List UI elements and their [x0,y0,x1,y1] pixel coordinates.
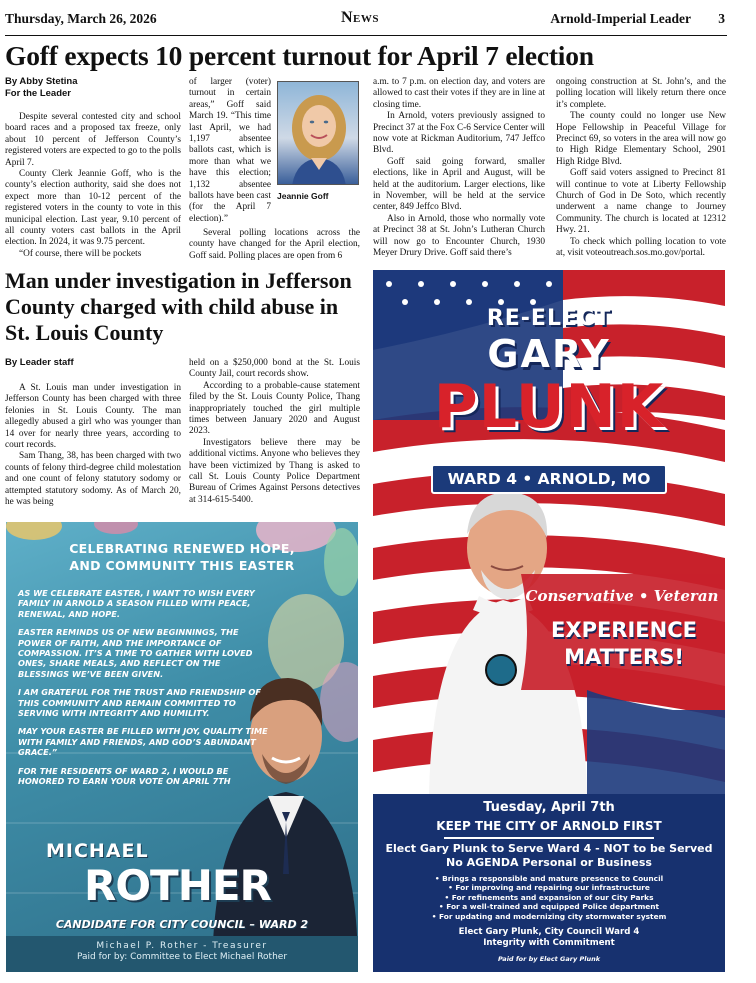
election-date: Tuesday, April 7th [483,800,615,815]
message-paragraph: MAY YOUR EASTER BE FILLED WITH JOY, QUALITY TIME WITH FAMILY AND FRIENDS, AND GOD’S ABUNDANT GRACE.” [18,726,268,758]
elect-line-1: Elect Gary Plunk to Serve Ward 4 - NOT to be Served [385,841,713,855]
article-1-col-3 [373,77,545,260]
paragraph: A St. Louis man under investigation in Jefferson County has been charged with three felonies in St. Louis County. The man allegedly abused a girl who was younger than 14 over for nearly three years, according to court records. [5,383,181,451]
experience-matters [523,617,725,671]
article-1-col-2-bottom [189,228,360,262]
message-paragraph: I AM GRATEFUL FOR THE TRUST AND FRIENDSHIP OF THIS COMMUNITY AND REMAIN COMMITTED TO SERVING WITH INTEGRITY AND HUMILITY. [18,687,261,719]
candidate-first-name: MICHAEL [46,840,149,862]
reelect-label: RE-ELECT [486,306,612,331]
list-item: • For updating and modernizing city stormwater system [431,911,667,921]
issue-date: Thursday, March 26, 2026 [5,11,157,26]
elect-line-2: No AGENDA Personal or Business [446,855,652,869]
page-number: 3 [718,11,725,26]
article-1-headline: Goff expects 10 percent turnout for April 7 election [5,40,594,71]
paragraph: In Arnold, voters previously assigned to Precinct 37 at the Fox C-6 Service Center will now vote at Rickman Auditorium, 747 Jeffco Blvd. [373,111,545,156]
paragraph: To check which polling location to vote at, visit voteoutreach.sos.mo.gov/portal. [556,236,726,259]
candidate-last-name: ROTHER [84,861,271,910]
jeannie-goff-photo [277,81,359,185]
article-1-byline-name: By Abby Stetina [5,76,78,87]
paragraph: Several polling locations across the county have changed for the April election, Goff said. Polling places are open from 6 [189,228,360,261]
paragraph: of larger (voter) turnout in certain areas,” Goff said March 19. “This time last April, we had 1,197 absentee ballots cast, which is more than what we have this election; 1,132 absentee ballots have been cast (for the April 7 election).” [189,77,271,224]
article-2-col-1 [5,357,181,508]
ad-disclaimer [6,936,358,972]
article-2-byline: By Leader staff [5,357,74,368]
photo-caption: Jeannie Goff [277,191,329,201]
experience-line-1: EXPERIENCE [551,618,697,642]
ad-heading-line-1: CELEBRATING RENEWED HOPE, [69,541,295,556]
divider [444,837,654,839]
signoff [373,927,725,949]
signoff-line-2: Integrity with Commitment [483,938,615,949]
paragraph: a.m. to 7 p.m. on election day, and voters are allowed to cast their votes if they are in line at closing time. [373,77,545,110]
list-item: • For a well-trained and equipped Police department [438,902,660,912]
paper-name: Arnold-Imperial Leader [550,11,691,26]
page-header [5,8,727,36]
paragraph: “Of course, there will be pockets [19,248,142,259]
ward-banner: WARD 4 • ARNOLD, MO [431,464,667,494]
treasurer-line: Michael P. Rother - Treasurer [96,941,268,951]
gary-plunk-ad [373,270,725,972]
ad-info-panel [373,794,725,972]
paragraph: Goff said going forward, smaller elections, like in April and August, will be held at the auditorium. Larger elections, like in November, will be held at the service center, 849 Jeffco Blvd. [373,156,545,213]
signoff-line-1: Elect Gary Plunk, City Council Ward 4 [458,927,640,938]
candidate-first-name: GARY [487,332,611,376]
paragraph: Despite several contested city and school board races and a proposed tax freeze, only about 10 percent of Jefferson County’s registered voters are expected to go to the polls April 7. [5,112,181,168]
elect-statement [373,842,725,870]
article-2-col-2 [189,358,360,506]
list-item: • For refinements and expansion of our City Parks [444,892,654,902]
experience-line-2: MATTERS! [564,645,684,669]
candidate-last-name: PLUNK [433,372,665,442]
conservative-veteran-label: Conservative • Veteran [525,587,719,605]
article-1-col-1 [5,76,181,260]
ad-heading [6,540,358,574]
paragraph: ongoing construction at St. John’s, and the polling location will likely return there once it’s complete. [556,77,726,110]
article-1-col-4 [556,77,726,260]
article-1-col-2-top [189,77,271,225]
ad-message [18,588,268,795]
slogan: KEEP THE CITY OF ARNOLD FIRST [436,819,662,833]
message-paragraph: FOR THE RESIDENTS OF WARD 2, I WOULD BE HONORED TO EARN YOUR VOTE ON APRIL 7TH [18,765,231,787]
paragraph: held on a $250,000 bond at the St. Louis County Jail, court records show. [189,358,360,380]
paragraph: The county could no longer use New Hope Fellowship in Peaceful Village for Precinct 69, so voters in the area will now go to High Ridge Elementary School, 2901 High Ridge Blvd. [556,111,726,167]
portrait-illustration [278,82,359,185]
paid-for-line: Paid for by Elect Gary Plunk [497,955,601,964]
message-paragraph: AS WE CELEBRATE EASTER, I WANT TO WISH EVERY FAMILY IN ARNOLD A SEASON FILLED WITH PEACE, RENEWAL, AND HOPE. [18,588,255,619]
paragraph: Goff said voters assigned to Precinct 81 will continue to vote at Liberty Fellowship Church of God in De Soto, which recently underwent a name change to Journey Community. The church is located at 12312 Hwy. 21. [556,168,726,236]
list-item: • For improving and repairing our infrastructure [448,883,650,893]
paid-for-line: Paid for by: Committee to Elect Michael Rother [76,952,288,962]
paragraph: Investigators believe there may be additional victims. Anyone who believes they have been victimized by Thang is asked to call St. Louis County Police Department Bureau of Crimes Against Persons detectives at 314-615-5400. [189,437,360,505]
article-1-byline-org: For the Leader [5,88,71,99]
paragraph: Also in Arnold, those who normally vote at Precinct 38 at St. John’s Lutheran Church will now go to Encounter Church, 1930 Meyer Drury Drive. Goff said there’s [373,213,545,259]
candidate-office: CANDIDATE FOR CITY COUNCIL – WARD 2 [55,918,309,931]
ad-heading-line-2: AND COMMUNITY THIS EASTER [69,558,295,573]
message-paragraph: EASTER REMINDS US OF NEW BEGINNINGS, THE POWER OF FAITH, AND THE IMPORTANCE OF COMPASSION. IT’S A TIME TO GATHER WITH LOVED ONES, SHARE MEALS, AND REFLECT ON THE BLESSINGS WE’VE BEEN GIVEN. [18,627,253,679]
michael-rother-ad [6,522,358,972]
list-item: • Brings a responsible and mature presence to Council [434,873,664,883]
paragraph: Sam Thang, 38, has been charged with two counts of felony third-degree child molestation and one count of felony statutory sodomy or attempted statutory sodomy. As of March 20, he was being [5,451,181,508]
platform-list [373,874,725,922]
paragraph: County Clerk Jeannie Goff, who is the county’s election authority, said she does not expect more than 10-12 percent of the registered voters in the county to vote in this municipal election. Last year, 9.10 percent of all county voters cast ballots in the April election. In 2024, it was 9.75 percent. [5,169,181,248]
article-2-headline: Man under investigation in Jefferson County charged with child abuse in St. Louis County [5,268,352,345]
section-label: News [341,9,380,26]
paragraph: According to a probable-cause statement filed by the St. Louis County Police, Thang inappropriately touched the girl multiple times between January 2020 and August 2023. [189,380,360,437]
